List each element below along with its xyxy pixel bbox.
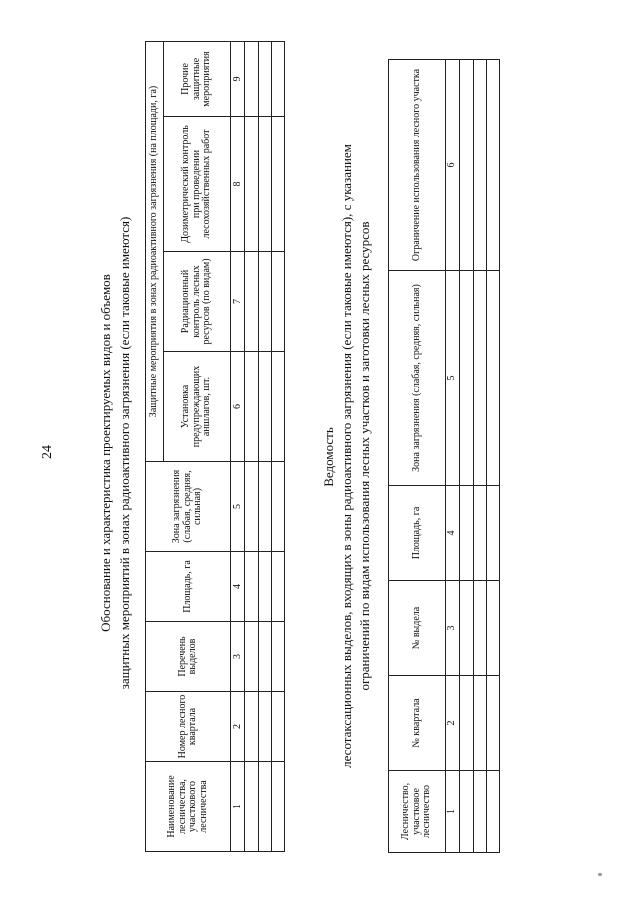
col-number: 5 <box>446 271 460 486</box>
col-plot-no: № выдела <box>389 581 446 676</box>
col-radiation-control: Радиационный контроль лесных ресурсов (по видам) <box>164 252 231 352</box>
col-contamination-zone: Зона загрязнения (слабая, средняя, сильная) <box>389 271 446 486</box>
section1-title-line1: Обоснование и характеристика проектируемых видов и объемов <box>97 274 113 632</box>
contaminated-plots-table <box>388 59 500 853</box>
col-number: 9 <box>231 41 245 116</box>
column-numbers-row <box>231 41 245 851</box>
col-number: 3 <box>446 581 460 676</box>
col-other-measures: Прочие защитные мероприятия <box>164 41 231 116</box>
col-number: 1 <box>446 771 460 853</box>
table-row <box>258 41 271 851</box>
col-forestry: Лесничество, участковое лесничество <box>389 771 446 853</box>
table-row <box>460 60 473 853</box>
col-number: 2 <box>231 692 245 762</box>
col-quarter-no: № квартала <box>389 676 446 771</box>
radiation-measures-table <box>145 41 285 852</box>
page-number: 24 <box>40 445 55 459</box>
col-contamination-zone: Зона загрязнения (слабая, средняя, сильная) <box>146 462 231 552</box>
col-warning-signs: Установка предупреждающих аншлагов, шт. <box>164 352 231 462</box>
col-use-restriction: Ограничение использования лесного участка <box>389 60 446 271</box>
table-row <box>486 60 499 853</box>
table-row <box>473 60 486 853</box>
col-plot-list: Перечень выделов <box>146 622 231 692</box>
col-number: 6 <box>231 352 245 462</box>
col-number: 5 <box>231 462 245 552</box>
col-number: 8 <box>231 117 245 252</box>
table-row <box>271 41 284 851</box>
section2-title-line1: лесотаксационных выделов, входящих в зоны радиоактивного загрязнения (если таковые имеются), с указанием <box>338 144 354 768</box>
table-row <box>245 41 258 851</box>
col-area: Площадь, га <box>146 552 231 622</box>
col-forestry-name: Наименование лесничества, участкового лесничества <box>146 762 231 852</box>
col-area: Площадь, га <box>389 486 446 581</box>
col-number: 1 <box>231 762 245 852</box>
section2-title-line2: ограничений по видам использования лесных участков и заготовки лесных ресурсов <box>356 221 372 691</box>
col-number: 3 <box>231 622 245 692</box>
col-quarter-number: Номер лесного квартала <box>146 692 231 762</box>
col-number: 2 <box>446 676 460 771</box>
col-number: 4 <box>446 486 460 581</box>
section1-title-line2: защитных мероприятий в зонах радиоактивного загрязнения (если таковые имеются) <box>116 216 132 690</box>
column-numbers-row <box>446 60 460 853</box>
col-number: 6 <box>446 60 460 271</box>
section2-heading: Ведомость <box>320 427 336 487</box>
col-dosimetric-control: Дозиметрический контроль при проведении лесохозяйственных работ <box>164 117 231 252</box>
col-group-protective-measures: Защитные мероприятия в зонах радиоактивного загрязнения (на площади, га) <box>146 41 164 461</box>
col-number: 7 <box>231 252 245 352</box>
col-number: 4 <box>231 552 245 622</box>
scan-dot <box>598 873 602 876</box>
